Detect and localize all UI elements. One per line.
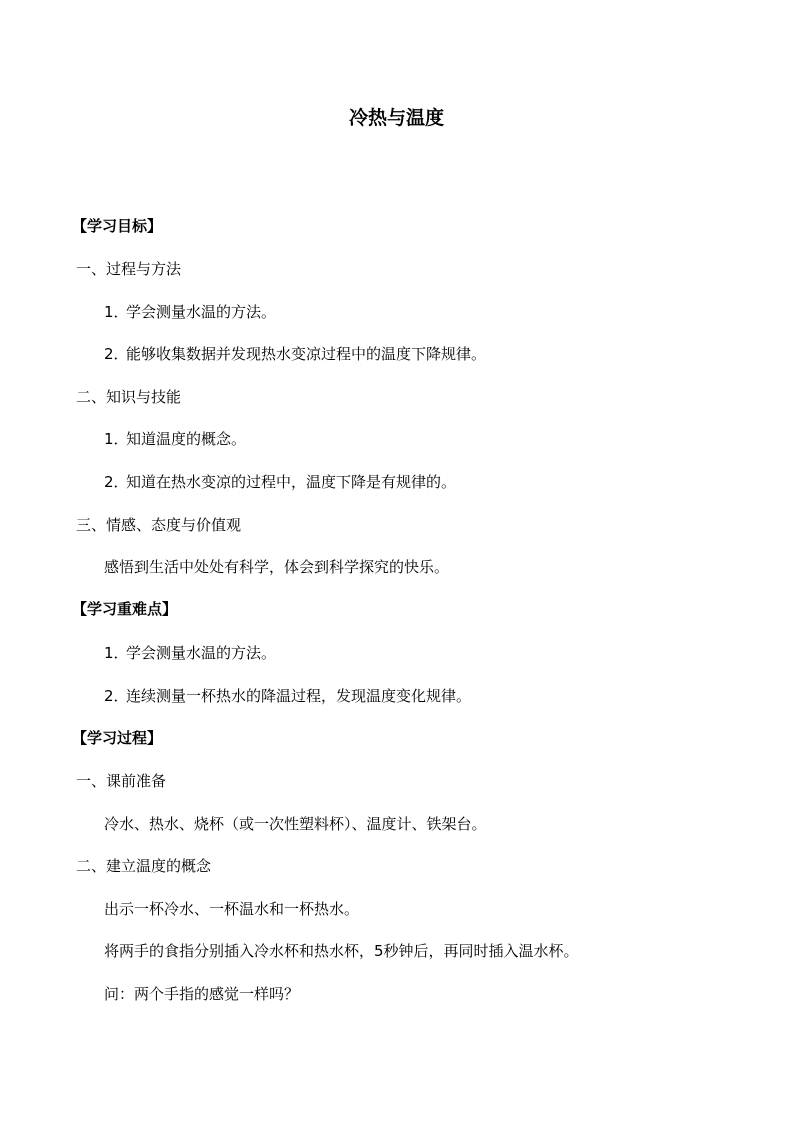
paragraph: 将两手的食指分别插入冷水杯和热水杯，5秒钟后，再同时插入温水杯。 xyxy=(104,942,579,960)
subheading-preparation: 一、课前准备 xyxy=(76,772,167,790)
subheading-process-method: 一、过程与方法 xyxy=(76,260,182,278)
section-heading-keypoints: 【学习重难点】 xyxy=(72,600,178,618)
document-title: 冷热与温度 xyxy=(348,107,444,129)
list-item xyxy=(104,685,471,707)
paragraph: 问：两个手指的感觉一样吗？ xyxy=(104,985,300,1003)
subheading-knowledge-skills: 二、知识与技能 xyxy=(76,388,182,406)
list-item xyxy=(104,301,276,323)
subheading-temperature-concept: 二、建立温度的概念 xyxy=(76,857,212,875)
item-text: 学会测量水温的方法。 xyxy=(126,303,277,321)
list-item xyxy=(104,471,456,493)
paragraph: 感悟到生活中处处有科学，体会到科学探究的快乐。 xyxy=(104,558,450,576)
item-number: 1． xyxy=(104,303,129,321)
item-number: 1． xyxy=(104,644,129,662)
paragraph: 出示一杯冷水、一杯温水和一杯热水。 xyxy=(104,900,360,918)
list-item xyxy=(104,428,246,450)
item-number: 2． xyxy=(104,687,129,705)
section-heading-goals: 【学习目标】 xyxy=(72,217,163,235)
subheading-emotion-values: 三、情感、态度与价值观 xyxy=(76,516,242,534)
item-text: 能够收集数据并发现热水变凉过程中的温度下降规律。 xyxy=(126,345,487,363)
item-text: 知道在热水变凉的过程中，温度下降是有规律的。 xyxy=(126,473,457,491)
item-text: 连续测量一杯热水的降温过程，发现温度变化规律。 xyxy=(126,687,472,705)
item-number: 2． xyxy=(104,345,129,363)
item-number: 2． xyxy=(104,473,129,491)
paragraph: 冷水、热水、烧杯（或一次性塑料杯）、温度计、铁架台。 xyxy=(104,815,487,833)
section-heading-process: 【学习过程】 xyxy=(72,729,163,747)
list-item xyxy=(104,642,276,664)
list-item xyxy=(104,343,486,365)
item-number: 1． xyxy=(104,430,129,448)
item-text: 学会测量水温的方法。 xyxy=(126,644,277,662)
item-text: 知道温度的概念。 xyxy=(126,430,247,448)
